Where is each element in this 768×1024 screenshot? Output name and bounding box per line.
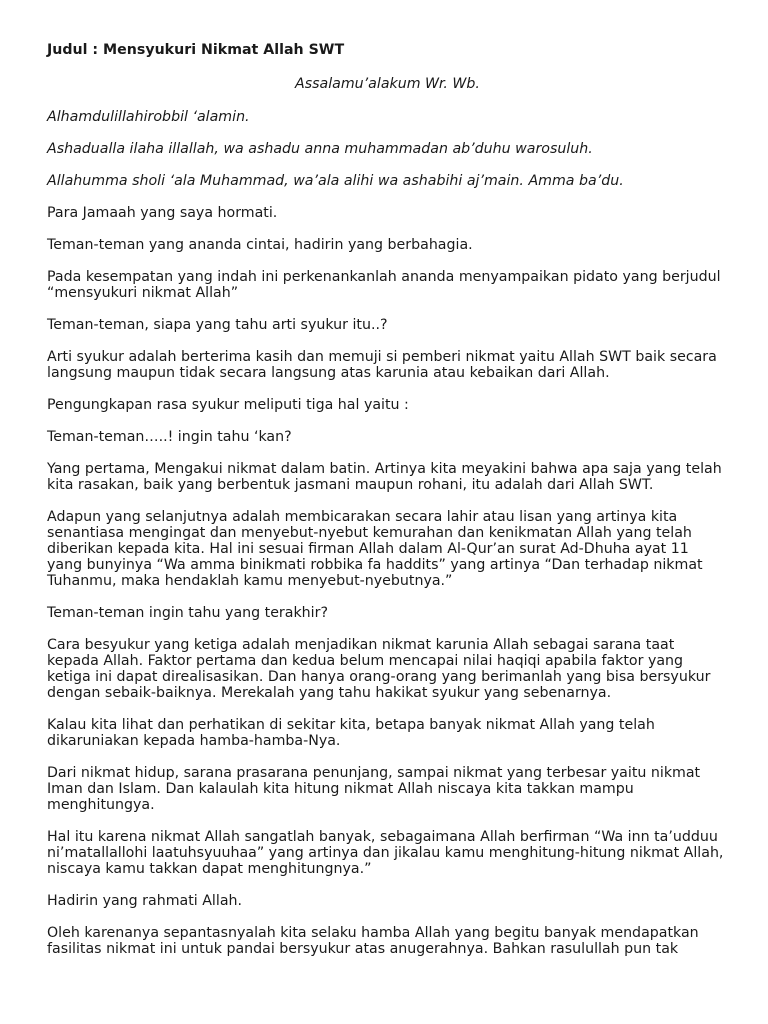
paragraph: Pada kesempatan yang indah ini perkenankanlah ananda menyampaikan pidato yang berjudul “mensyukuri nikmat Allah”: [47, 269, 721, 301]
paragraph: Yang pertama, Mengakui nikmat dalam batin. Artinya kita meyakini bahwa apa saja yang telah kita rasakan, baik yang berbentuk jasmani maupun rohani, itu adalah dari Allah SWT.: [47, 461, 722, 493]
paragraph: Teman-teman ingin tahu yang terakhir?: [47, 605, 328, 621]
paragraph: Kalau kita lihat dan perhatikan di sekitar kita, betapa banyak nikmat Allah yang telah dikaruniakan kepada hamba-hamba-Nya.: [47, 717, 655, 749]
paragraph: Adapun yang selanjutnya adalah membicarakan secara lahir atau lisan yang artinya kita senantiasa mengingat dan menyebut-nyebut kemurahan dan kenikmatan Allah yang telah diberikan kepada kita. Hal ini sesuai firman Allah dalam Al-Qur’an surat Ad-Dhuha ayat 11 yang bunyinya “Wa amma binikmati robbika fa haddits” yang artinya “Dan terhadap nikmat Tuhanmu, maka hendaklah kamu menyebut-nyebutnya.”: [47, 509, 703, 589]
greeting: Assalamu’alakum Wr. Wb.: [295, 76, 480, 92]
paragraph: Arti syukur adalah berterima kasih dan memuji si pemberi nikmat yaitu Allah SWT baik secara langsung maupun tidak secara langsung atas karunia atau kebaikan dari Allah.: [47, 349, 717, 381]
paragraph: Teman-teman yang ananda cintai, hadirin yang berbahagia.: [47, 237, 473, 253]
paragraph: Hal itu karena nikmat Allah sangatlah banyak, sebagaimana Allah berfirman “Wa inn ta’udduu ni’matallallohi laatuhsyuuhaa” yang artinya dan jikalau kamu menghitung-hitung nikmat Allah, niscaya kamu takkan dapat menghitungnya.”: [47, 829, 724, 877]
paragraph: Teman-teman…..! ingin tahu ‘kan?: [47, 429, 292, 445]
opening-line: Ashadualla ilaha illallah, wa ashadu anna muhammadan ab’duhu warosuluh.: [47, 141, 593, 157]
paragraph: Pengungkapan rasa syukur meliputi tiga hal yaitu :: [47, 397, 409, 413]
paragraph: Teman-teman, siapa yang tahu arti syukur itu..?: [47, 317, 388, 333]
opening-line: Allahumma sholi ‘ala Muhammad, wa’ala alihi wa ashabihi aj’main. Amma ba’du.: [47, 173, 624, 189]
paragraph: Oleh karenanya sepantasnyalah kita selaku hamba Allah yang begitu banyak mendapatkan fasilitas nikmat ini untuk pandai bersyukur atas anugerahnya. Bahkan rasulullah pun tak: [47, 925, 699, 957]
paragraph: Para Jamaah yang saya hormati.: [47, 205, 278, 221]
paragraph: Dari nikmat hidup, sarana prasarana penunjang, sampai nikmat yang terbesar yaitu nikmat Iman dan Islam. Dan kalaulah kita hitung nikmat Allah niscaya kita takkan mampu menghitungya.: [47, 765, 701, 813]
opening-line: Alhamdulillahirobbil ‘alamin.: [47, 109, 250, 125]
document-title: Judul : Mensyukuri Nikmat Allah SWT: [47, 42, 345, 58]
paragraph: Cara besyukur yang ketiga adalah menjadikan nikmat karunia Allah sebagai sarana taat kepada Allah. Faktor pertama dan kedua belum mencapai nilai haqiqi apabila faktor yang ketiga ini dapat direalisasikan. Dan hanya orang-orang yang berimanlah yang bisa bersyukur dengan sebaik-baiknya. Merekalah yang tahu hakikat syukur yang sebenarnya.: [47, 637, 711, 701]
paragraph: Hadirin yang rahmati Allah.: [47, 893, 243, 909]
